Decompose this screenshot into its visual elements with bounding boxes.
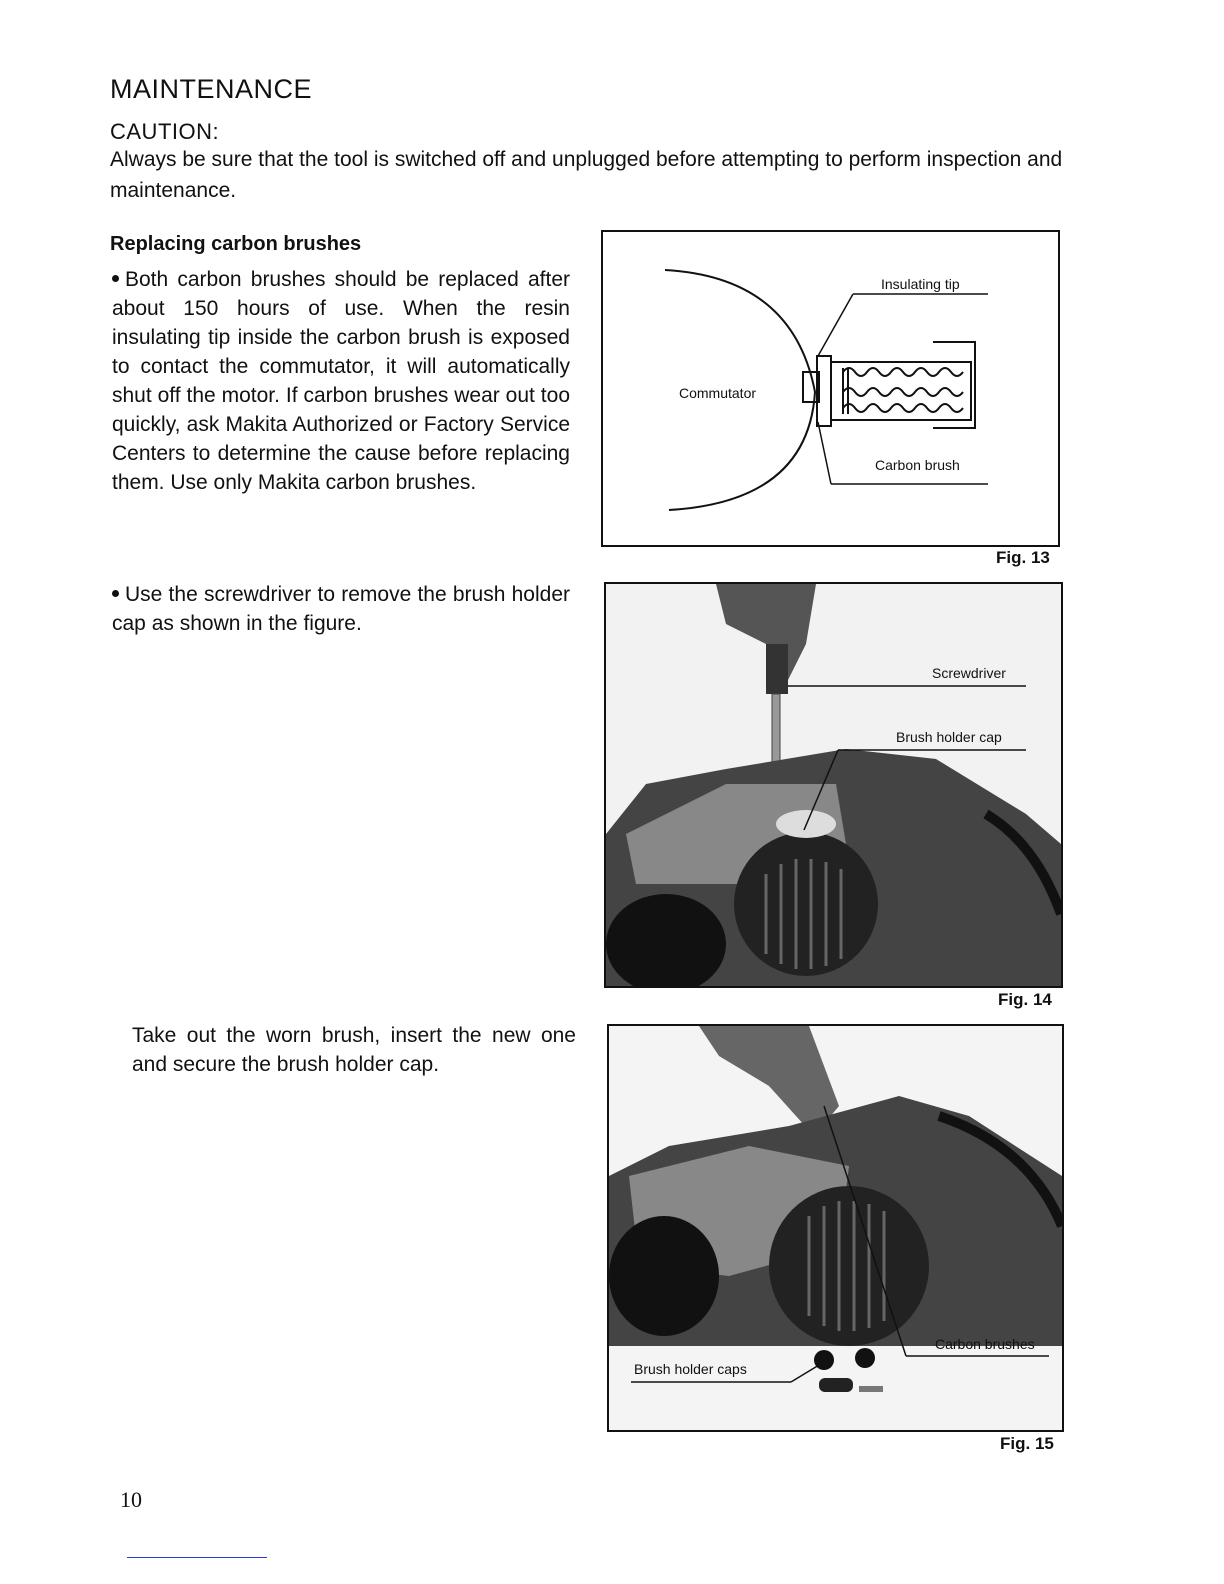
caution-text: Always be sure that the tool is switched off and unplugged before attempting to perform inspection and maintenance. bbox=[110, 148, 1063, 202]
page-number: 10 bbox=[120, 1487, 142, 1512]
caution-label: CAUTION: bbox=[110, 119, 220, 144]
callout-screwdriver: Screwdriver bbox=[932, 665, 1006, 681]
spring-shape bbox=[843, 368, 963, 414]
step-replace-brush: Take out the worn brush, insert the new one and secure the brush holder cap. bbox=[132, 1024, 576, 1076]
callout-brush-holder-caps: Brush holder caps bbox=[634, 1361, 747, 1377]
figure-13-label: Fig. 13 bbox=[996, 548, 1050, 567]
bullet-carbon-brush-replacement bbox=[112, 265, 570, 497]
footer-divider bbox=[127, 1557, 267, 1558]
figure-15-photo bbox=[607, 1024, 1064, 1432]
figure-15-label: Fig. 15 bbox=[1000, 1434, 1054, 1453]
bullet-text: Use the screwdriver to remove the brush holder cap as shown in the figure. bbox=[112, 583, 570, 635]
commutator-brush-diagram bbox=[603, 232, 1058, 545]
motor-housing bbox=[769, 1186, 929, 1346]
section-title: Replacing carbon brushes bbox=[110, 233, 362, 255]
figure-13-diagram bbox=[601, 230, 1060, 547]
bullet-icon bbox=[112, 590, 119, 597]
figure-14-photo bbox=[604, 582, 1063, 988]
callout-insulating-tip: Insulating tip bbox=[881, 276, 960, 292]
page-heading: MAINTENANCE bbox=[110, 74, 313, 104]
callout-carbon-brushes: Carbon brushes bbox=[935, 1336, 1035, 1352]
bullet-icon bbox=[112, 275, 119, 282]
bullet-remove-cap bbox=[112, 580, 570, 638]
carbon-brush-2 bbox=[859, 1386, 883, 1392]
figure-14-label: Fig. 14 bbox=[998, 990, 1052, 1009]
callout-brush-holder-cap: Brush holder cap bbox=[896, 729, 1002, 745]
screwdriver-photo bbox=[606, 584, 1061, 986]
carbon-brush-1 bbox=[819, 1378, 853, 1392]
bullet-text: Both carbon brushes should be replaced after about 150 hours of use. When the resin insulating tip inside the carbon brush is exposed to contact the commutator, it will automatically shut off the motor. If carbon brushes wear out too quickly, ask Makita Authorized or Factory Service Centers to determine the cause before replacing them. Use only Makita carbon brushes. bbox=[112, 268, 570, 494]
brush-replacement-photo bbox=[609, 1026, 1062, 1430]
motor-housing bbox=[734, 832, 878, 976]
callout-commutator: Commutator bbox=[679, 385, 757, 401]
brush-cap-2 bbox=[855, 1348, 875, 1368]
callout-carbon-brush: Carbon brush bbox=[875, 457, 960, 473]
